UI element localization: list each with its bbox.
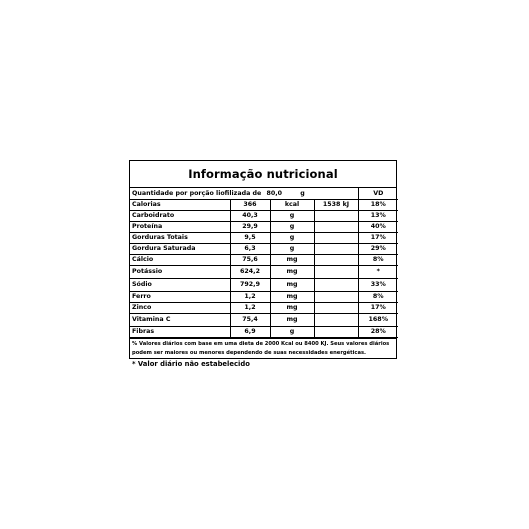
- vd-header: VD: [358, 188, 398, 200]
- nutrient-name: Gordura Saturada: [130, 244, 230, 255]
- nutrient-vd: 13%: [358, 211, 398, 222]
- nutrient-value: 6,9: [230, 327, 270, 338]
- nutrient-value: 624,2: [230, 266, 270, 279]
- nutrient-vd: *: [358, 266, 398, 279]
- nutrient-vd: 18%: [358, 200, 398, 211]
- nutrient-unit: g: [270, 327, 314, 338]
- nutrient-vd: 29%: [358, 244, 398, 255]
- nutrient-extra: [314, 327, 358, 338]
- nutrient-row: [130, 222, 398, 233]
- nutrition-facts-panel: [129, 160, 397, 368]
- nutrient-unit: mg: [270, 314, 314, 327]
- panel-title: Informação nutricional: [130, 161, 396, 188]
- footnote: * Valor diário não estabelecido: [130, 358, 396, 370]
- nutrient-vd: 40%: [358, 222, 398, 233]
- nutrient-name: Calorias: [130, 200, 230, 211]
- nutrient-unit: kcal: [270, 200, 314, 211]
- nutrient-name: Zinco: [130, 303, 230, 314]
- nutrient-value: 75,4: [230, 314, 270, 327]
- serving-header-row: [130, 188, 398, 200]
- nutrient-vd: 28%: [358, 327, 398, 338]
- nutrient-vd: 33%: [358, 279, 398, 292]
- nutrient-extra: [314, 244, 358, 255]
- nutrient-value: 1,2: [230, 303, 270, 314]
- nutrient-row: [130, 244, 398, 255]
- nutrient-name: Fibras: [130, 327, 230, 338]
- nutrient-extra: 1538 kJ: [314, 200, 358, 211]
- nutrient-value: 1,2: [230, 292, 270, 303]
- nutrient-extra: [314, 314, 358, 327]
- serving-label: Quantidade por porção liofilizada de: [132, 190, 262, 197]
- nutrient-row: [130, 233, 398, 244]
- serving-size-cell: [130, 188, 358, 200]
- nutrient-name: Carboidrato: [130, 211, 230, 222]
- nutrient-unit: g: [270, 222, 314, 233]
- nutrition-table: [130, 188, 398, 338]
- nutrient-name: Proteína: [130, 222, 230, 233]
- nutrient-name: Vitamina C: [130, 314, 230, 327]
- serving-unit: g: [300, 190, 305, 197]
- nutrient-rows: [130, 200, 398, 338]
- nutrient-row: [130, 266, 398, 279]
- nutrient-name: Gorduras Totais: [130, 233, 230, 244]
- nutrient-value: 29,9: [230, 222, 270, 233]
- nutrient-vd: 17%: [358, 233, 398, 244]
- nutrient-name: Ferro: [130, 292, 230, 303]
- nutrient-row: [130, 314, 398, 327]
- nutrient-extra: [314, 211, 358, 222]
- nutrient-row: [130, 255, 398, 266]
- nutrient-extra: [314, 222, 358, 233]
- nutrient-name: Potássio: [130, 266, 230, 279]
- nutrient-vd: 8%: [358, 292, 398, 303]
- nutrient-extra: [314, 292, 358, 303]
- nutrient-value: 366: [230, 200, 270, 211]
- nutrient-value: 792,9: [230, 279, 270, 292]
- nutrient-name: Cálcio: [130, 255, 230, 266]
- nutrient-row: [130, 200, 398, 211]
- serving-amount: 80,0: [266, 190, 283, 197]
- nutrient-vd: 168%: [358, 314, 398, 327]
- nutrient-value: 40,3: [230, 211, 270, 222]
- nutrient-vd: 17%: [358, 303, 398, 314]
- nutrient-extra: [314, 266, 358, 279]
- nutrient-row: [130, 327, 398, 338]
- nutrient-unit: mg: [270, 303, 314, 314]
- nutrient-extra: [314, 255, 358, 266]
- nutrient-value: 9,5: [230, 233, 270, 244]
- nutrient-row: [130, 303, 398, 314]
- nutrient-unit: mg: [270, 279, 314, 292]
- nutrient-value: 75,6: [230, 255, 270, 266]
- nutrient-row: [130, 211, 398, 222]
- nutrient-unit: mg: [270, 255, 314, 266]
- nutrient-name: Sódio: [130, 279, 230, 292]
- nutrient-unit: g: [270, 244, 314, 255]
- nutrient-unit: mg: [270, 266, 314, 279]
- nutrient-unit: g: [270, 233, 314, 244]
- nutrient-extra: [314, 303, 358, 314]
- nutrient-extra: [314, 279, 358, 292]
- nutrient-extra: [314, 233, 358, 244]
- nutrient-row: [130, 279, 398, 292]
- nutrient-unit: mg: [270, 292, 314, 303]
- daily-values-note: % Valores diários com base em uma dieta de 2000 Kcal ou 8400 KJ. Seus valores diários podem ser maiores ou menores dependendo de suas necessidades energéticas.: [130, 338, 396, 358]
- nutrient-vd: 8%: [358, 255, 398, 266]
- nutrient-value: 6,3: [230, 244, 270, 255]
- nutrient-unit: g: [270, 211, 314, 222]
- nutrient-row: [130, 292, 398, 303]
